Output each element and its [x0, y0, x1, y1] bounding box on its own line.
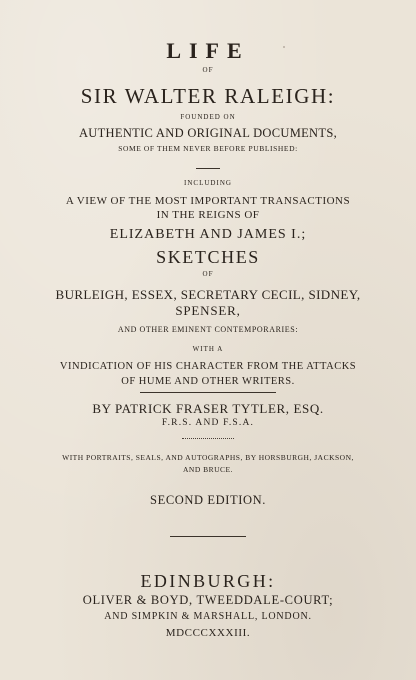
dotted-divider	[182, 438, 234, 439]
imprint-year: MDCCCXXXIII.	[165, 627, 251, 639]
persons-line-2: SPENSER,	[175, 303, 241, 318]
vindication-line-2: OF HUME AND OTHER WRITERS.	[121, 376, 295, 387]
short-divider-1	[196, 168, 220, 169]
author-line: BY PATRICK FRASER TYTLER, ESQ.	[92, 401, 324, 416]
of-label-1: OF	[202, 66, 214, 74]
imprint-publisher-1: OLIVER & BOYD, TWEEDDALE-COURT;	[82, 593, 334, 607]
contemporaries-line: AND OTHER EMINENT CONTEMPORARIES:	[117, 325, 299, 334]
transactions-line-2: IN THE REIGNS OF	[156, 209, 260, 221]
persons-line-1: BURLEIGH, ESSEX, SECRETARY CECIL, SIDNEY,	[55, 287, 361, 302]
credentials-line: F.R.S. AND F.S.A.	[161, 418, 255, 428]
reigns-line: ELIZABETH AND JAMES I.;	[109, 227, 307, 242]
sketches-heading: SKETCHES	[156, 247, 260, 267]
title-life: LIFE	[166, 38, 250, 63]
imprint-place: EDINBURGH:	[140, 571, 276, 591]
imprint-divider	[170, 536, 246, 537]
illustrations-line-1: WITH PORTRAITS, SEALS, AND AUTOGRAPHS, BY HORSBURGH, JACKSON,	[62, 453, 354, 462]
subject-name: SIR WALTER RALEIGH:	[80, 84, 336, 108]
edition-line: SECOND EDITION.	[150, 493, 266, 507]
transactions-line-1: A VIEW OF THE MOST IMPORTANT TRANSACTIONS	[65, 195, 351, 207]
including-label: INCLUDING	[184, 179, 232, 187]
illustrations-line-2: AND BRUCE.	[182, 465, 233, 474]
never-published-line: SOME OF THEM NEVER BEFORE PUBLISHED:	[118, 144, 298, 153]
imprint-publisher-2: AND SIMPKIN & MARSHALL, LONDON.	[104, 611, 312, 622]
author-divider	[140, 392, 276, 393]
with-a-label: WITH A	[192, 345, 224, 353]
of-label-2: OF	[202, 270, 214, 278]
authentic-documents-line: AUTHENTIC AND ORIGINAL DOCUMENTS,	[78, 126, 338, 140]
founded-on-label: FOUNDED ON	[180, 113, 236, 121]
vindication-line-1: VINDICATION OF HIS CHARACTER FROM THE ATTACKS	[59, 361, 357, 372]
